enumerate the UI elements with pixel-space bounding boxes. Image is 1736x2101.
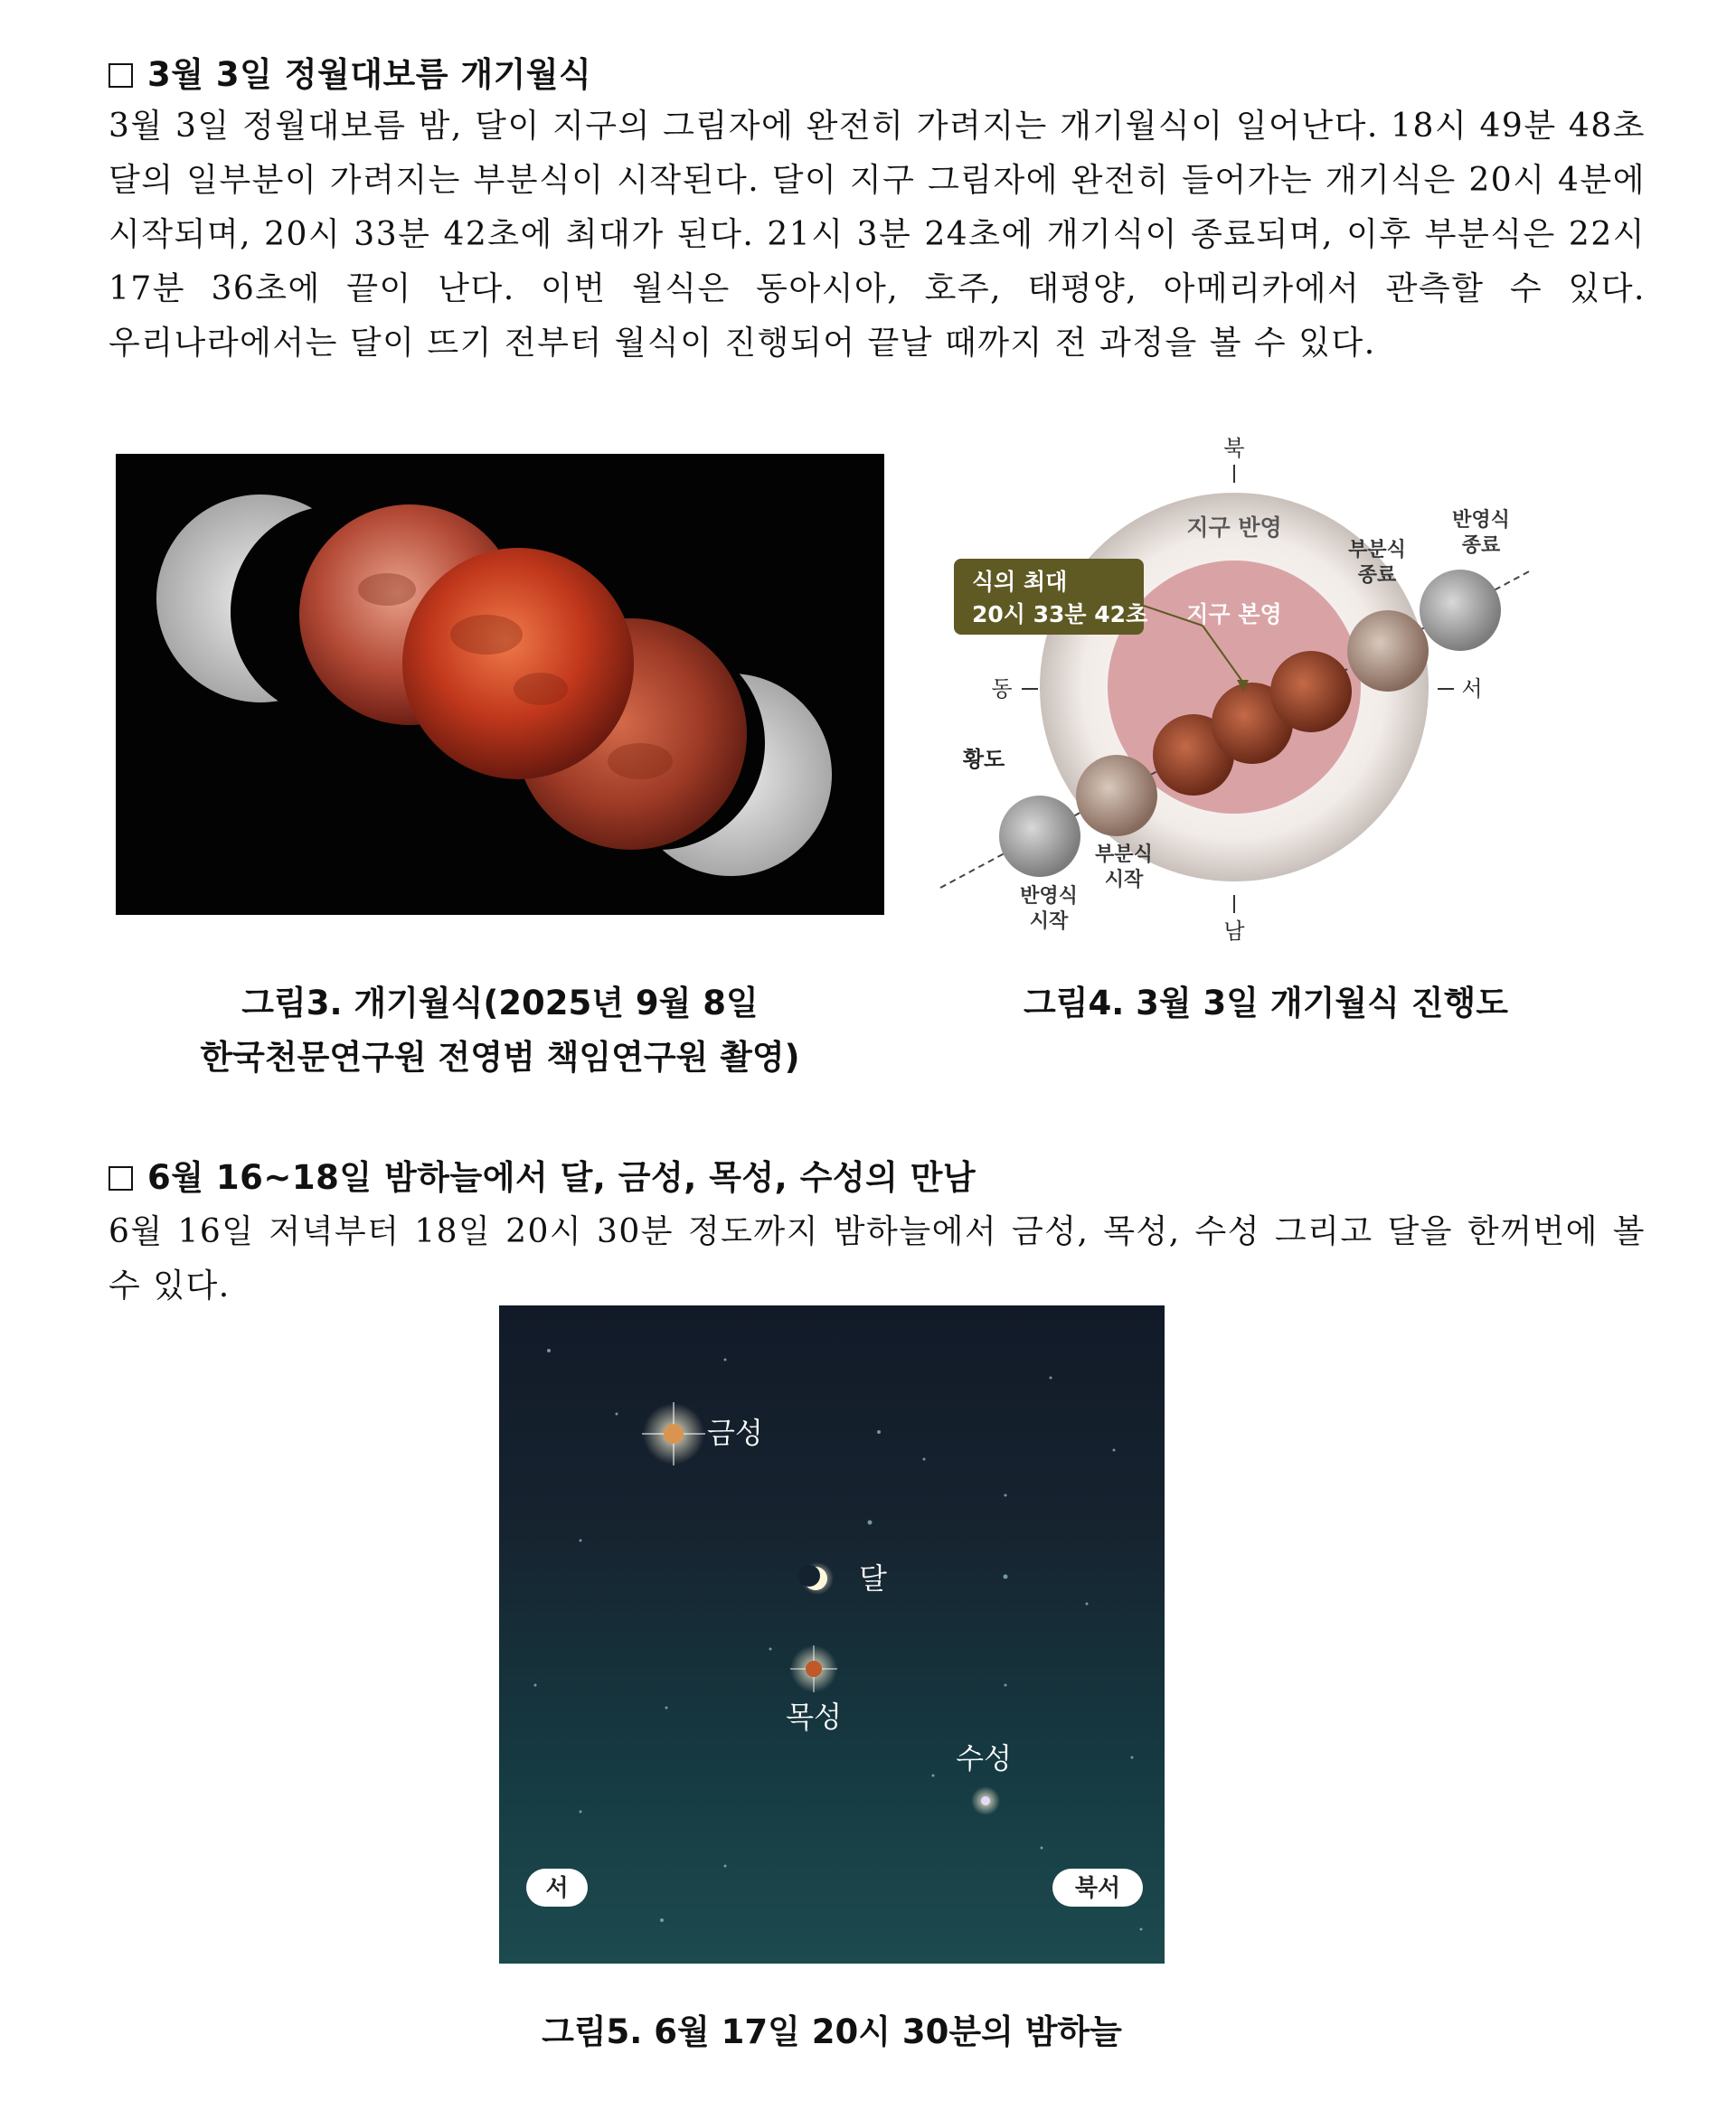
penumbral-start-label-2: 시작 (1029, 910, 1069, 933)
figure3-caption-line1: 그림3. 개기월식(2025년 9월 8일 (241, 984, 759, 1022)
figure5-caption: 그림5. 6월 17일 20시 30분의 밤하늘 (542, 2012, 1122, 2051)
eclipse-max-title: 식의 최대 (972, 569, 1068, 595)
moon-red-2 (402, 548, 634, 779)
umbra-label: 지구 본영 (1186, 601, 1282, 627)
moon-partial-start (1076, 755, 1157, 836)
northwest-pill-label: 북서 (1074, 1875, 1121, 1902)
partial-start-label-1: 부분식 (1095, 843, 1153, 866)
partial-end-label-2: 종료 (1357, 564, 1397, 587)
section2-paragraph: 6월 16일 저녁부터 18일 20시 30분 정도까지 밤하늘에서 금성, 목성, 수성 그리고 달을 한꺼번에 볼 수 있다. (108, 1213, 1646, 1305)
figure3-caption-line2: 한국천문연구원 전영범 책임연구원 촬영) (200, 1038, 800, 1077)
partial-end-label-1: 부분식 (1348, 539, 1406, 561)
section2-heading-text: 6월 16~18일 밤하늘에서 달, 금성, 목성, 수성의 만남 (147, 1158, 976, 1197)
north-label: 북 (1223, 436, 1245, 461)
venus-dot (664, 1424, 684, 1444)
moon-penumbral-start (999, 796, 1080, 877)
jupiter-dot (806, 1661, 822, 1677)
figure3-eclipse-photo (116, 454, 884, 915)
moon-penumbral-end (1420, 570, 1501, 651)
south-label: 남 (1223, 919, 1245, 944)
moon-partial-end (1347, 610, 1429, 692)
east-label: 동 (991, 676, 1013, 702)
jupiter-label: 목성 (786, 1700, 842, 1734)
figure4-caption: 그림4. 3월 3일 개기월식 진행도 (1024, 984, 1508, 1022)
figure4-eclipse-diagram (931, 425, 1546, 949)
mercury-label: 수성 (956, 1741, 1012, 1776)
section1-heading (108, 47, 591, 96)
checkbox-square-icon (108, 63, 133, 88)
checkbox-square-icon (108, 1166, 133, 1191)
section2-heading (108, 1150, 976, 1199)
ecliptic-label: 황도 (962, 747, 1005, 772)
mercury-dot (981, 1796, 990, 1805)
section1-heading-text: 3월 3일 정월대보름 개기월식 (147, 55, 592, 94)
section1-paragraph: 3월 3일 정월대보름 밤, 달이 지구의 그림자에 완전히 가려지는 개기월식이 일어난다. 18시 49분 48초 달의 일부분이 가려지는 부분식이 시작된다. 달이 지구 그림자에 완전히 들어가는 개기식은 20시 4분에 시작되며, 20시 33분 42초에 최대가 된다. 21시 3분 24초에 개기식이 종료되며, 이후 부분식은 22시 17분 36초에 끝이 난다. 이번 월식은 동아시아, 호주, 태평양, 아메리카에서 관측할 수 있다. 우리나라에서는 달이 뜨기 전부터 월식이 진행되어 끝날 때까지 전 과정을 볼 수 있다. (108, 108, 1646, 362)
moon-total-2 (1270, 651, 1352, 732)
west-pill-label: 서 (545, 1875, 569, 1902)
penumbral-end-label-1: 반영식 (1452, 509, 1510, 532)
partial-start-label-2: 시작 (1104, 869, 1144, 891)
penumbral-end-label-2: 종료 (1461, 534, 1501, 557)
figure5-night-sky (499, 1305, 1165, 1964)
venus-label: 금성 (707, 1416, 763, 1450)
penumbra-label: 지구 반영 (1186, 514, 1282, 541)
west-label: 서 (1461, 676, 1483, 702)
penumbral-start-label-1: 반영식 (1020, 885, 1078, 908)
moon-label: 달 (859, 1561, 887, 1596)
eclipse-max-time: 20시 33분 42초 (972, 601, 1148, 627)
figure3-caption (116, 976, 884, 1085)
